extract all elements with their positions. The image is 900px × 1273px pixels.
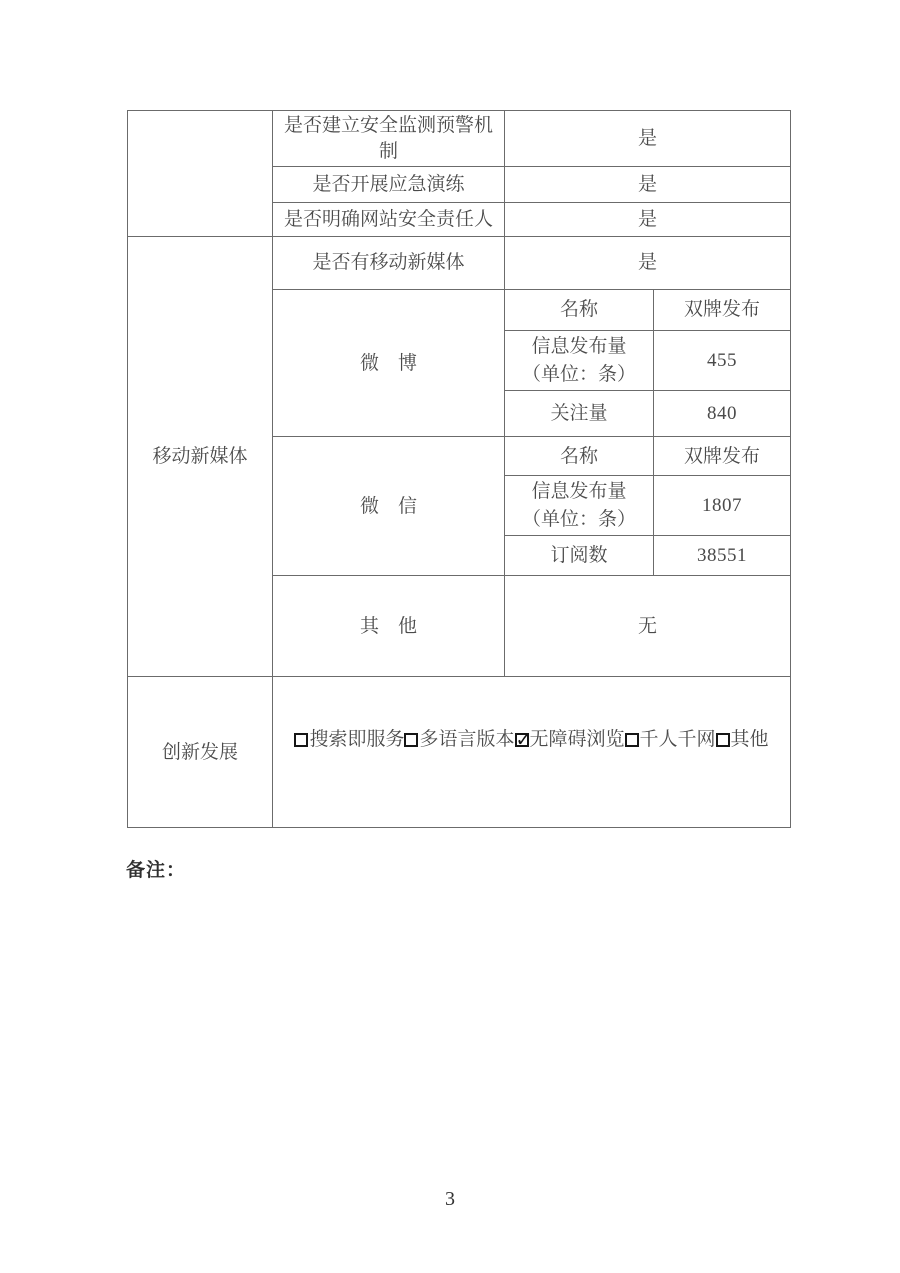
checkbox-label: 千人千网 xyxy=(639,728,716,750)
wechat-subscribers-value: 38551 xyxy=(654,536,791,576)
other-media-label: 其 他 xyxy=(273,576,505,677)
has-mobile-media-label: 是否有移动新媒体 xyxy=(273,237,505,290)
checked-checkbox-icon xyxy=(515,733,529,747)
unchecked-checkbox-icon xyxy=(294,733,308,747)
table-row xyxy=(128,237,791,290)
innovation-checkbox-cell xyxy=(273,677,791,828)
wechat-posts-value: 1807 xyxy=(654,476,791,536)
wechat-name-label: 名称 xyxy=(505,437,654,476)
weibo-name-value: 双牌发布 xyxy=(654,290,791,331)
emergency-drill-label: 是否开展应急演练 xyxy=(273,167,505,203)
unchecked-checkbox-icon xyxy=(404,733,418,747)
weibo-name-label: 名称 xyxy=(505,290,654,331)
weibo-posts-label-line2: （单位：条） xyxy=(521,363,636,385)
weibo-posts-value: 455 xyxy=(654,331,791,391)
security-section-header-cell xyxy=(128,111,273,237)
checkbox-option xyxy=(716,727,769,753)
page-number: 3 xyxy=(445,1188,455,1210)
weibo-followers-value: 840 xyxy=(654,391,791,437)
has-mobile-media-value: 是 xyxy=(505,237,791,290)
checkbox-label: 其他 xyxy=(730,728,769,750)
innovation-section-header: 创新发展 xyxy=(128,677,273,828)
checkbox-label: 无障碍浏览 xyxy=(529,728,625,750)
table-row xyxy=(128,677,791,828)
checkbox-label: 搜索即服务 xyxy=(309,728,405,750)
checkbox-label: 多语言版本 xyxy=(419,728,515,750)
checkbox-option xyxy=(515,727,625,753)
innovation-checkbox-row xyxy=(294,727,768,754)
weibo-posts-label-line1: 信息发布量 xyxy=(531,336,627,358)
unchecked-checkbox-icon xyxy=(716,733,730,747)
security-responsible-label: 是否明确网站安全责任人 xyxy=(273,203,505,237)
checkbox-option xyxy=(294,727,404,753)
wechat-posts-label-line1: 信息发布量 xyxy=(531,481,627,503)
wechat-label: 微 信 xyxy=(273,437,505,576)
table-row xyxy=(128,111,791,167)
notes-label: 备注： xyxy=(126,860,187,881)
wechat-name-value: 双牌发布 xyxy=(654,437,791,476)
unchecked-checkbox-icon xyxy=(625,733,639,747)
wechat-posts-label xyxy=(505,476,654,536)
other-media-value: 无 xyxy=(505,576,791,677)
weibo-label: 微 博 xyxy=(273,290,505,437)
weibo-followers-label: 关注量 xyxy=(505,391,654,437)
checkbox-option xyxy=(404,727,514,753)
security-monitoring-label: 是否建立安全监测预警机制 xyxy=(273,111,505,167)
emergency-drill-value: 是 xyxy=(505,167,791,203)
annual-report-table xyxy=(127,110,791,828)
checkbox-option xyxy=(625,727,716,753)
weibo-posts-label xyxy=(505,331,654,391)
security-monitoring-value: 是 xyxy=(505,111,791,167)
mobile-media-section-header: 移动新媒体 xyxy=(128,237,273,677)
wechat-posts-label-line2: （单位：条） xyxy=(521,508,636,530)
wechat-subscribers-label: 订阅数 xyxy=(505,536,654,576)
security-responsible-value: 是 xyxy=(505,203,791,237)
